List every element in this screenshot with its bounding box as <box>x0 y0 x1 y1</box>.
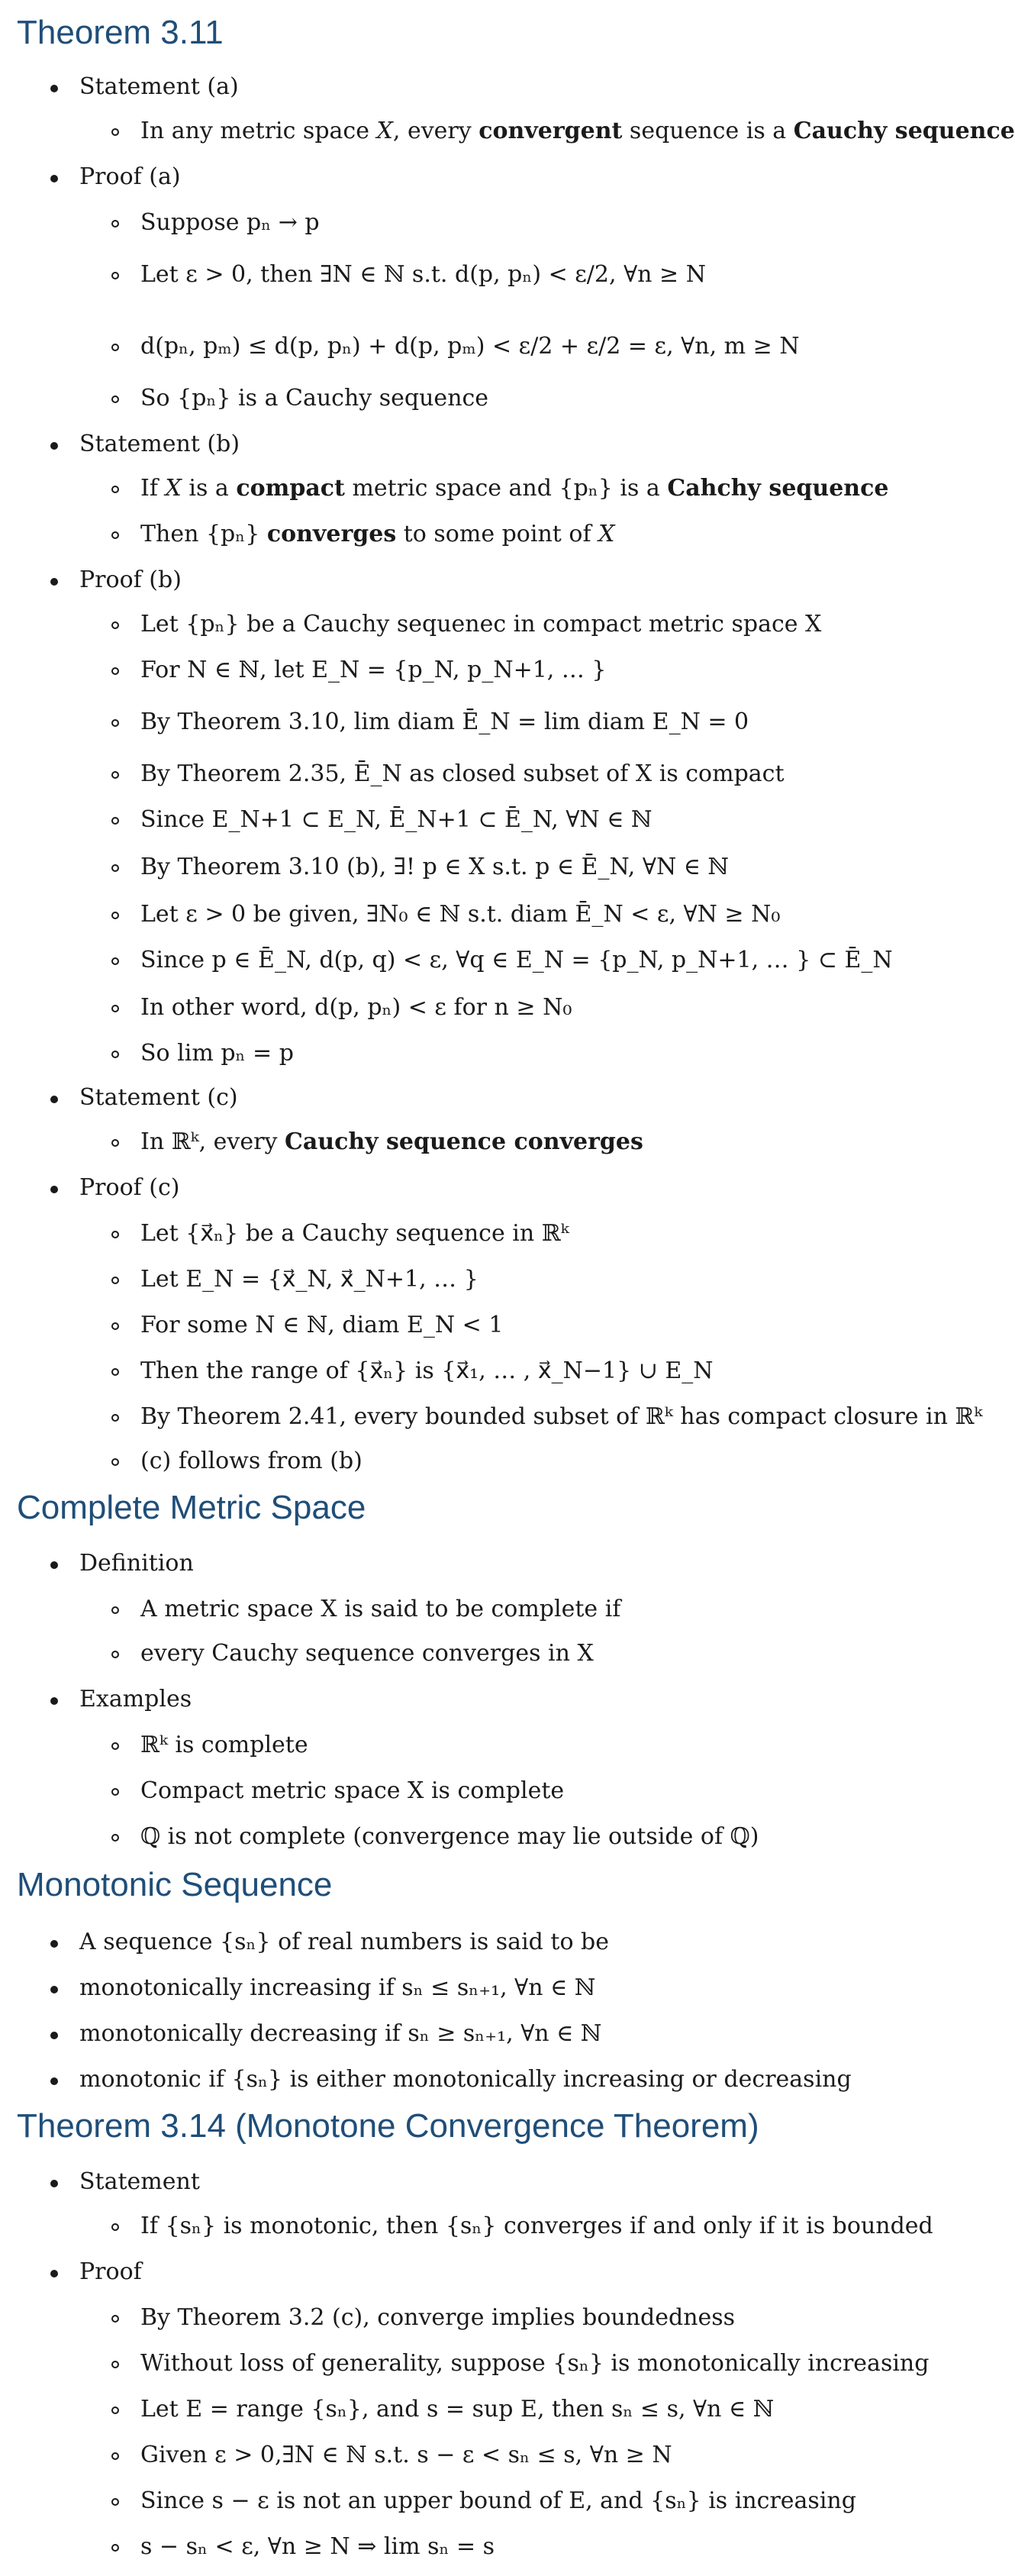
proof-a-label: Proof (a) <box>79 163 181 190</box>
proof-b-line: Since E_N+1 ⊂ E_N, Ē_N+1 ⊂ Ē_N, ∀N ∈ ℕ <box>140 806 652 833</box>
example-line: ℝᵏ is complete <box>140 1732 308 1758</box>
statement-b-line: Then {pₙ} converges to some point of X <box>140 521 615 547</box>
proof-c-line: Let E_N = {x⃗_N, x⃗_N+1, … } <box>140 1266 478 1293</box>
proof-b-line: By Theorem 3.10, lim diam Ē_N = lim diam E_N = 0 <box>140 709 749 735</box>
proof-line: Since s − ε is not an upper bound of E, and {sₙ} is increasing <box>140 2487 856 2514</box>
statement-a-text: In any metric space X, every convergent sequence is a Cauchy sequence <box>140 118 1015 144</box>
definition-label: Definition <box>79 1550 194 1577</box>
proof-label: Proof <box>79 2258 142 2285</box>
proof-c-line: (c) follows from (b) <box>140 1448 362 1474</box>
proof-a-line: So {pₙ} is a Cauchy sequence <box>140 385 489 412</box>
heading-complete-metric-space: Complete Metric Space <box>17 1489 366 1526</box>
proof-b-line: In other word, d(p, pₙ) < ε for n ≥ N₀ <box>140 994 572 1021</box>
proof-b-line: Since p ∈ Ē_N, d(p, q) < ε, ∀q ∈ E_N = {p_N, p_N+1, … } ⊂ Ē_N <box>140 947 893 973</box>
statement-c-text: In ℝᵏ, every Cauchy sequence converges <box>140 1128 643 1155</box>
statement-text: If {sₙ} is monotonic, then {sₙ} converges if and only if it is bounded <box>140 2213 933 2239</box>
proof-a-line: Let ε > 0, then ∃N ∈ ℕ s.t. d(p, pₙ) < ε/2, ∀n ≥ N <box>140 261 706 288</box>
proof-c-line: Let {x⃗ₙ} be a Cauchy sequence in ℝᵏ <box>140 1220 569 1247</box>
monotonic-item: A sequence {sₙ} of real numbers is said to be <box>79 1929 610 1955</box>
heading-monotonic-sequence: Monotonic Sequence <box>17 1866 333 1903</box>
heading-theorem-3-14: Theorem 3.14 (Monotone Convergence Theorem) <box>17 2107 759 2145</box>
proof-b-line: For N ∈ ℕ, let E_N = {p_N, p_N+1, … } <box>140 657 607 683</box>
definition-line: every Cauchy sequence converges in X <box>140 1640 594 1667</box>
proof-b-line: So lim pₙ = p <box>140 1040 294 1067</box>
proof-line: s − sₙ < ε, ∀n ≥ N ⇒ lim sₙ = s <box>140 2533 495 2560</box>
proof-line: Let E = range {sₙ}, and s = sup E, then sₙ ≤ s, ∀n ∈ ℕ <box>140 2396 775 2423</box>
proof-b-line: By Theorem 2.35, Ē_N as closed subset of X is compact <box>140 760 785 787</box>
statement-c-label: Statement (c) <box>79 1084 238 1111</box>
proof-c-label: Proof (c) <box>79 1174 180 1201</box>
statement-label: Statement <box>79 2168 200 2195</box>
proof-line: Given ε > 0,∃N ∈ ℕ s.t. s − ε < sₙ ≤ s, ∀n ≥ N <box>140 2442 672 2468</box>
monotonic-item: monotonically increasing if sₙ ≤ sₙ₊₁, ∀n ∈ ℕ <box>79 1974 596 2001</box>
definition-line: A metric space X is said to be complete if <box>140 1596 621 1622</box>
proof-line: By Theorem 3.2 (c), converge implies boundedness <box>140 2304 736 2331</box>
statement-b-label: Statement (b) <box>79 431 240 457</box>
statement-a-label: Statement (a) <box>79 73 239 100</box>
proof-b-line: By Theorem 3.10 (b), ∃! p ∈ X s.t. p ∈ Ē_N, ∀N ∈ ℕ <box>140 854 729 880</box>
proof-c-line: Then the range of {x⃗ₙ} is {x⃗₁, … , x⃗_N−1} ∪ E_N <box>140 1357 714 1384</box>
proof-a-line: Suppose pₙ → p <box>140 209 320 236</box>
proof-line: Without loss of generality, suppose {sₙ} is monotonically increasing <box>140 2350 930 2377</box>
example-line: ℚ is not complete (convergence may lie outside of ℚ) <box>140 1823 759 1850</box>
proof-b-line: Let {pₙ} be a Cauchy sequenec in compact metric space X <box>140 611 822 638</box>
proof-b-line: Let ε > 0 be given, ∃N₀ ∈ ℕ s.t. diam Ē_N < ε, ∀N ≥ N₀ <box>140 901 781 928</box>
proof-b-label: Proof (b) <box>79 567 182 593</box>
proof-c-line: By Theorem 2.41, every bounded subset of ℝᵏ has compact closure in ℝᵏ <box>140 1403 983 1430</box>
example-line: Compact metric space X is complete <box>140 1777 565 1804</box>
proof-a-line: d(pₙ, pₘ) ≤ d(p, pₙ) + d(p, pₘ) < ε/2 + ε/2 = ε, ∀n, m ≥ N <box>140 333 800 360</box>
statement-b-line: If X is a compact metric space and {pₙ} is a Cahchy sequence <box>140 475 889 502</box>
heading-theorem-3-11: Theorem 3.11 <box>17 14 224 51</box>
examples-label: Examples <box>79 1686 192 1712</box>
monotonic-item: monotonic if {sₙ} is either monotonically increasing or decreasing <box>79 2066 852 2093</box>
proof-c-line: For some N ∈ ℕ, diam E_N < 1 <box>140 1312 504 1338</box>
monotonic-item: monotonically decreasing if sₙ ≥ sₙ₊₁, ∀n ∈ ℕ <box>79 2020 602 2047</box>
